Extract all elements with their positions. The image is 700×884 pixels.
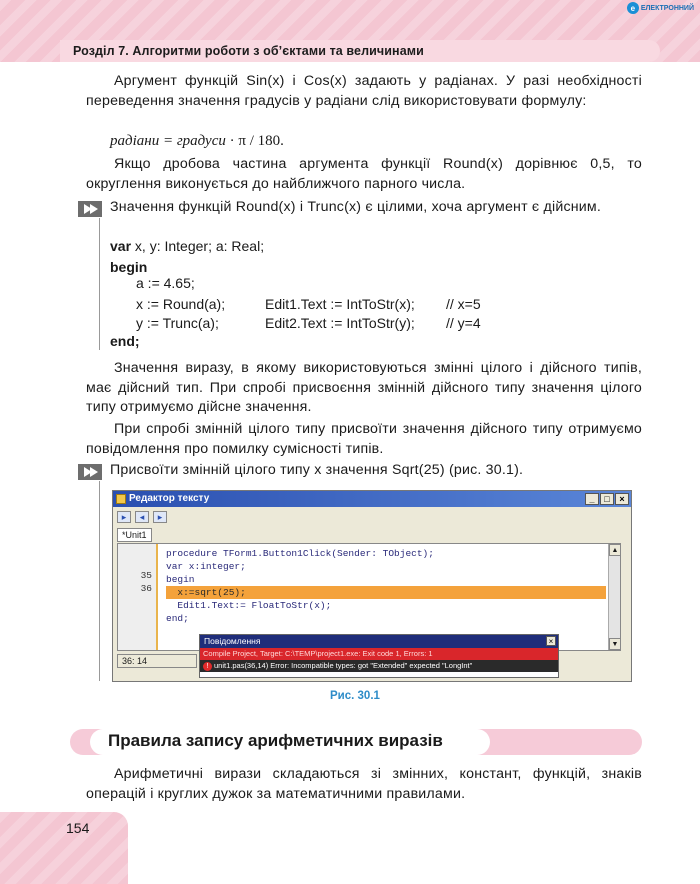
error-message[interactable]: [200, 660, 558, 672]
note-sqrt: Присвоїти змінній цілого типу x значення Sqrt(25) (рис. 30.1).: [110, 462, 524, 478]
line-number: [118, 596, 156, 609]
editor-line: var x:integer;: [166, 561, 246, 572]
close-icon[interactable]: ×: [615, 493, 629, 505]
messages-panel: [199, 634, 559, 678]
editor-line: Edit1.Text:= FloatToStr(x);: [166, 600, 332, 611]
forward-icon[interactable]: ▸: [153, 511, 167, 523]
editor-screenshot: [112, 490, 632, 682]
code-line-end: [110, 331, 140, 352]
note-border: [99, 481, 100, 681]
logo-icon: e: [627, 2, 639, 14]
code-line-trunc: y := Trunc(a);: [136, 315, 219, 331]
chapter-title: Розділ 7. Алгоритми роботи з об’єктами та величинами: [73, 44, 424, 58]
code-comment-x: // x=5: [446, 296, 481, 312]
editor-line: procedure TForm1.Button1Click(Sender: TObject);: [166, 548, 434, 559]
publisher-logo: [627, 2, 694, 14]
note-arrow-icon: [78, 464, 102, 480]
paragraph-round: Якщо дробова частина аргумента функції Round(x) дорівнює 0,5, то округлення виконується до найближчого парного числа.: [86, 156, 642, 192]
formula-right: · π / 180.: [229, 133, 284, 149]
line-number: [118, 544, 156, 557]
close-icon[interactable]: ×: [546, 636, 556, 646]
line-number: 36: [140, 583, 152, 594]
messages-title-bar: [200, 635, 558, 648]
editor-line-highlighted: x:=sqrt(25);: [166, 586, 606, 599]
window-titlebar: [113, 491, 631, 507]
editor-line: end;: [166, 613, 189, 624]
code-line-var: [110, 236, 264, 257]
code-comment-y: // y=4: [446, 315, 481, 331]
messages-title: Повідомлення: [204, 636, 261, 646]
formula-left: радіани = градуси: [110, 133, 226, 149]
code-keyword: var: [110, 238, 132, 254]
line-number: [118, 557, 156, 570]
maximize-icon[interactable]: □: [600, 493, 614, 505]
code-line-edit2: Edit2.Text := IntToStr(y);: [265, 315, 415, 331]
code-line-assign: a := 4.65;: [136, 275, 195, 291]
line-number: [118, 609, 156, 622]
minimize-icon[interactable]: _: [585, 493, 599, 505]
code-keyword: end;: [110, 333, 140, 349]
figure-caption: Рис. 30.1: [330, 690, 380, 702]
tab-unit1[interactable]: *Unit1: [117, 528, 152, 542]
back-icon[interactable]: ◂: [135, 511, 149, 523]
logo-text: ЕЛЕКТРОННИЙ: [640, 4, 694, 12]
code-line-round: x := Round(a);: [136, 296, 226, 312]
scroll-down-icon[interactable]: ▼: [609, 638, 621, 650]
note-round-trunc: Значення функцій Round(x) і Trunc(x) є цілими, хоча аргумент є дійсним.: [110, 199, 602, 215]
error-icon: !: [203, 662, 212, 671]
paragraph-type-error: При спробі змінній цілого типу присвоїти значення дійсного типу отримуємо повідомлення про помилку сумісності типів.: [86, 421, 642, 457]
window-controls: [585, 493, 629, 505]
editor-code: [166, 547, 606, 625]
editor-toolbar: [117, 511, 167, 523]
error-text: unit1.pas(36,14) Error: Incompatible types: got "Extended" expected "LongInt": [214, 661, 473, 670]
paragraph-radians: Аргумент функцій Sin(x) і Cos(x) задають у радіанах. У разі необхідності переведення значення градусів у радіани слід використовувати формулу:: [86, 73, 642, 109]
cursor-status: 36: 14: [117, 654, 197, 668]
window-title: Редактор тексту: [129, 493, 210, 504]
code-keyword: begin: [110, 259, 148, 275]
code-line-edit1: Edit1.Text := IntToStr(x);: [265, 296, 415, 312]
window-app-icon: [116, 494, 126, 504]
run-icon[interactable]: ▸: [117, 511, 131, 523]
scroll-up-icon[interactable]: ▲: [609, 544, 621, 556]
paragraph-arith-expr: Арифметичні вирази складаються зі змінних, констант, функцій, знаків операцій і круглих дужок за математичними правилами.: [86, 766, 642, 802]
compile-summary[interactable]: Compile Project, Target: C:\TEMP\project1.exe: Exit code 1, Errors: 1: [200, 648, 558, 660]
formula: [110, 133, 284, 150]
note-border: [99, 218, 100, 350]
section-title: Правила запису арифметичних виразів: [108, 731, 443, 750]
line-number: 35: [140, 570, 152, 581]
editor-line: begin: [166, 574, 195, 585]
page-number: 154: [66, 820, 90, 836]
note-arrow-icon: [78, 201, 102, 217]
footer-band: [0, 812, 128, 884]
vertical-scrollbar[interactable]: [608, 544, 620, 650]
paragraph-mixed-types: Значення виразу, в якому використовуються змінні цілого і дійсного типів, має дійсний тип. При спробі присвоєння змінній дійсного типу значення цілого типу отримуємо дійсне значення.: [86, 360, 642, 415]
code-text: x, y: Integer; a: Real;: [131, 238, 265, 254]
line-number-gutter: [118, 544, 158, 650]
